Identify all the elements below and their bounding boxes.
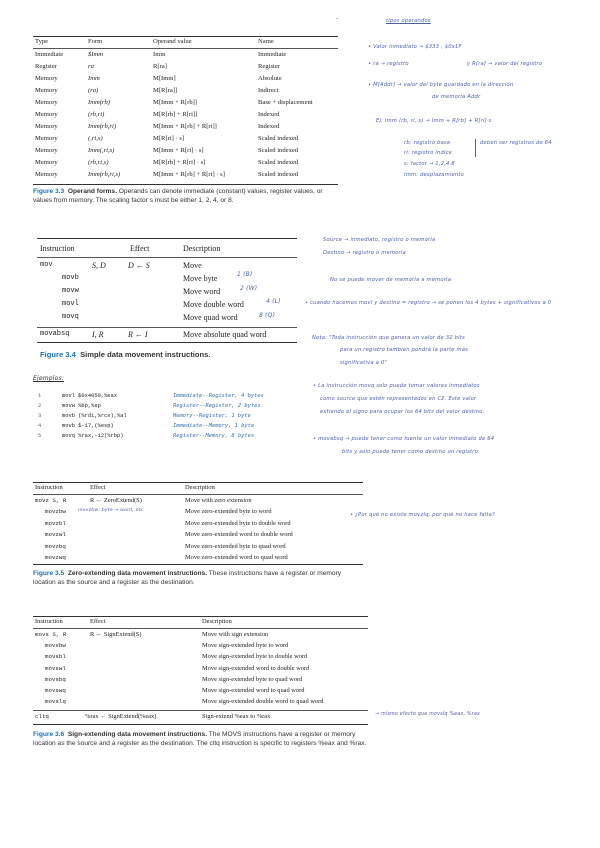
description-cell: Move sign-extended word to quad word: [202, 687, 305, 694]
table-cell: Immediate: [258, 51, 287, 58]
table-cell: Memory: [35, 75, 58, 82]
table-row: [35, 497, 365, 508]
instruction-cell: movswq: [45, 687, 66, 694]
code-text: movl $0x4050,%eax: [62, 393, 117, 399]
effect-cell: R ← I: [128, 330, 148, 339]
table-row: [35, 63, 335, 74]
table-cell: Register: [258, 63, 280, 70]
table-cell: Imm(,ri,s): [88, 147, 115, 154]
code-comment: Register--Register, 2 bytes: [173, 403, 261, 409]
effect-cell: R ← SignExtend(S): [90, 631, 142, 638]
table-cell: Memory: [35, 159, 58, 166]
note-movabsq-2: bits y solo puede tener como destino un registro.: [342, 449, 480, 455]
table-row: [35, 713, 365, 724]
note-source: Source → inmediato, registro o memoria: [323, 237, 436, 243]
table-cell: Memory: [35, 87, 58, 94]
description-cell: Move zero-extended byte to double word: [185, 519, 291, 527]
note-title: tipos operandos: [386, 18, 431, 24]
table-row: [35, 159, 335, 170]
table-cell: Scaled indexed: [258, 147, 299, 154]
note-movl: • cuando hacemos movl y destino = registro → se ponen los 4 bytes + significativos a 0: [305, 300, 552, 306]
table-row: [40, 274, 300, 286]
table-header: Instruction Effect Description: [40, 244, 221, 253]
figure-3-3-caption: Figure 3.3 Operand forms. Operands can denote immediate (constant) values, register values, or values from memory. The scaling factor s must be either 1, 2, 4, or 8.: [33, 188, 323, 204]
note-nota-1: Nota: "Toda instrucción que genera un valor de 32 bits: [312, 335, 465, 341]
table-row: [40, 300, 300, 312]
table-cell: Imm: [88, 75, 100, 82]
note-movl-size: 4 (L): [266, 298, 281, 305]
instruction-cell: movs S, R: [35, 631, 67, 638]
table-row: [35, 147, 335, 158]
code-comment: Immediate--Register, 4 bytes: [173, 393, 264, 399]
code-text: movq %rax,-12(%rbp): [62, 433, 124, 439]
table-cell: M[R[ra]]: [153, 87, 178, 94]
table-cell: (rb,ri,s): [88, 159, 109, 166]
brace-mark: [475, 139, 479, 157]
code-line: [38, 423, 298, 433]
table-cell: M[R[ri] · s]: [153, 135, 185, 142]
table-header: Instruction Effect Description: [35, 484, 215, 491]
table-cell: M[Imm]: [153, 75, 176, 82]
table-cell: Scaled indexed: [258, 159, 299, 166]
line-number: 4: [38, 423, 42, 429]
description-cell: Move sign-extended byte to word: [202, 642, 289, 650]
effect-cell: R ← ZeroExtend(S): [90, 497, 142, 504]
note-movzlq: • ¿Por qué no existe movzlq, por qué no hace falta?: [350, 512, 495, 518]
table-row: [35, 520, 365, 531]
operands-cell: S, D: [92, 261, 106, 270]
table-row: [40, 330, 300, 342]
table-row: [35, 171, 335, 182]
figure-3-4-caption: Figure 3.4 Simple data movement instructions.: [40, 350, 211, 359]
description-cell: Move zero-extended word to double word: [185, 531, 293, 539]
note-ri: ri: registro índice: [404, 150, 453, 156]
table-row: [35, 87, 335, 98]
table-cell: Scaled indexed: [258, 135, 299, 142]
table-row: [35, 543, 365, 554]
table-row: [35, 135, 335, 146]
instruction-cell: movl: [62, 300, 79, 308]
instruction-cell: cltq: [35, 713, 49, 720]
line-number: 2: [38, 403, 42, 409]
note-movq-3: extiende el signo para ocupar los 64 bits del valor destino.: [320, 409, 485, 415]
table-row: [35, 698, 365, 709]
instruction-cell: movw: [62, 287, 79, 295]
table-cell: Memory: [35, 147, 58, 154]
instruction-cell: movzbl: [45, 519, 66, 527]
table-cell: Imm: [153, 51, 166, 58]
figure-3-5-caption: Figure 3.5 Zero-extending data movement instructions. These instructions have a register or memory location as the source and a register as the destination.: [33, 570, 342, 586]
note-register: • ra → registro: [368, 61, 409, 67]
code-comment: Memory--Register, 1 byte: [173, 413, 251, 419]
table-cell: (,ri,s): [88, 135, 103, 142]
table-cell: Memory: [35, 99, 58, 106]
table-row: [35, 99, 335, 110]
table-row: [40, 287, 300, 299]
note-movq-size: 8 (Q): [259, 312, 276, 319]
note-example: Ej: Imm (rb, ri, s) → Imm + R[rb] + R[ri]·s: [376, 118, 492, 124]
table-cell: Imm(rb): [88, 99, 110, 106]
table-cell: ra: [88, 63, 94, 70]
table-cell: Imm(rb,ri,s): [88, 171, 121, 178]
effect-cell: D ← S: [128, 261, 150, 270]
table-cell: Memory: [35, 123, 58, 130]
table-cell: Base + displacement: [258, 99, 313, 106]
instruction-cell: movslq: [45, 698, 66, 706]
table-row: [35, 631, 365, 642]
description-cell: Move zero-extended byte to quad word: [185, 542, 286, 550]
table-cell: Indexed: [258, 123, 280, 130]
note-register-value: y R[ra] → valor del registro: [467, 61, 543, 67]
operands-cell: I, R: [92, 330, 104, 339]
top-dash: -: [336, 14, 339, 22]
table-cell: Scaled indexed: [258, 171, 299, 178]
table-row: [35, 687, 365, 698]
code-text: movb (%rdi,%rcx),%al: [62, 413, 127, 419]
code-comment: Register--Memory, 8 bytes: [173, 433, 255, 439]
instruction-cell: movsbl: [45, 653, 66, 661]
table-cell: (ra): [88, 87, 99, 94]
table-header: Instruction Effect Description: [35, 618, 232, 625]
example-heading: Ejemplos:: [33, 375, 65, 382]
note-64bit: deben ser registros de 64: [480, 140, 552, 146]
note-nota-3: significativa a 0": [340, 360, 387, 366]
note-movq-1: • La instrucción movq solo puede tomar valores inmediatos: [313, 383, 480, 389]
description-cell: Move: [183, 261, 202, 270]
table-cell: Memory: [35, 135, 58, 142]
table-cell: Imm(rb,ri): [88, 123, 117, 130]
table-row: [35, 653, 365, 664]
instruction-cell: movswl: [45, 664, 66, 672]
table-cell: Indexed: [258, 111, 280, 118]
table-row: [35, 665, 365, 676]
description-cell: Move absolute quad word: [183, 330, 267, 339]
figure-3-6-caption: Figure 3.6 Sign-extending data movement instructions. The MOVS instructions have a register or memory location as the source and a register as the destination. The cltq instruction is specific to registers %eax and %rax.: [33, 731, 367, 747]
table-cell: M[Imm + R[rb] + R[ri] · s]: [153, 171, 225, 178]
code-line: [38, 413, 298, 423]
table-cell: Immediate: [35, 51, 64, 58]
code-text: movw %bp,%sp: [62, 403, 101, 409]
instruction-cell: movsbq: [45, 675, 66, 683]
table-cell: M[R[rb] + R[ri]]: [153, 111, 198, 118]
code-line: [38, 403, 298, 413]
table-cell: $Imm: [88, 51, 104, 58]
note-no-mem-to-mem: No se puede mover de memoria a memoria: [330, 277, 452, 283]
description-cell: Move byte: [183, 274, 218, 283]
instruction-cell: movzwl: [45, 531, 66, 539]
instruction-cell: movsbw: [45, 642, 66, 650]
table-row: [35, 111, 335, 122]
note-destination: Destino → registro o memoria: [323, 250, 406, 256]
table-cell: Indirect: [258, 87, 279, 94]
description-cell: Move sign-extended double word to quad word: [202, 698, 324, 706]
description-cell: Move sign-extended byte to double word: [202, 653, 308, 661]
effect-cell: %rax ← SignExtend(%eax): [85, 713, 157, 720]
table-row: [35, 123, 335, 134]
table-cell: R[ra]: [153, 63, 167, 70]
table-cell: (rb,ri): [88, 111, 105, 118]
description-cell: Move word: [183, 287, 221, 296]
note-rb: rb: registro base: [404, 140, 451, 146]
note-s: s: factor → 1,2,4,8: [404, 161, 455, 167]
description-cell: Move with sign extension: [202, 631, 269, 638]
table-cell: M[Imm + R[rb]]: [153, 99, 198, 106]
instruction-cell: mov: [40, 261, 53, 269]
table-row: [40, 261, 300, 273]
table-cell: Absolute: [258, 75, 282, 82]
note-cltq: → mismo efecto que movslq %eax, %rax: [375, 712, 481, 717]
table-row: [35, 531, 365, 542]
note-movb-size: 1 (B): [237, 271, 253, 278]
table-row: [35, 642, 365, 653]
code-line: [38, 393, 298, 403]
table-cell: M[Imm + R[rb] + R[ri]]: [153, 123, 217, 130]
instruction-cell: movb: [62, 274, 79, 282]
instruction-cell: movzwq: [45, 554, 66, 561]
code-line: [38, 433, 298, 443]
note-movw-size: 2 (W): [240, 285, 258, 292]
table-cell: Register: [35, 63, 57, 70]
code-text: movb $-17,(%esp): [62, 423, 114, 429]
instruction-cell: movq: [62, 313, 79, 321]
table-row: [35, 75, 335, 86]
note-immediate: • Valor inmediato → $333 , $0x1F: [368, 44, 462, 50]
note-imm: Imm: desplazamiento: [404, 172, 465, 178]
table-cell: M[R[rb] + R[ri] · s]: [153, 159, 206, 166]
description-cell: Move double word: [183, 300, 244, 309]
instruction-cell: movabsq: [40, 330, 70, 338]
instruction-cell: movz S, R: [35, 497, 67, 504]
note-memory-2: de memoria Addr: [432, 94, 481, 100]
line-number: 3: [38, 413, 42, 419]
note-movzbw: movzbw: byte → word, etc.: [78, 508, 146, 513]
table-row: [35, 51, 335, 62]
note-movq-2: como source que estén representados en C2. Este valor: [320, 396, 477, 402]
instruction-cell: movzbq: [45, 542, 66, 550]
table-cell: Memory: [35, 111, 58, 118]
line-number: 1: [38, 393, 42, 399]
description-cell: Move zero-extended byte to word: [185, 508, 272, 516]
description-cell: Move sign-extended word to double word: [202, 664, 310, 672]
code-comment: Immediate--Memory, 1 byte: [173, 423, 255, 429]
table-cell: M[Imm + R[ri] · s]: [153, 147, 204, 154]
note-memory: • M[Addr] → valor del byte guardado en la dirección: [368, 82, 514, 88]
description-cell: Move sign-extended byte to quad word: [202, 675, 303, 683]
note-movabsq-1: • movabsq → puede tener como fuente un valor inmediato de 64: [313, 436, 495, 442]
description-cell: Move quad word: [183, 313, 238, 322]
table-row: [35, 676, 365, 687]
description-cell: Move with zero extension: [185, 497, 252, 504]
table-header: Type Form Operand value Name: [35, 38, 274, 45]
line-number: 5: [38, 433, 42, 439]
instruction-cell: movzbw: [45, 508, 66, 516]
description-cell: Sign-extend %eax to %rax: [202, 713, 271, 720]
note-nota-2: para un registro también pondrá la parte más: [340, 347, 469, 353]
description-cell: Move zero-extended word to quad word: [185, 554, 288, 561]
table-cell: Memory: [35, 171, 58, 178]
